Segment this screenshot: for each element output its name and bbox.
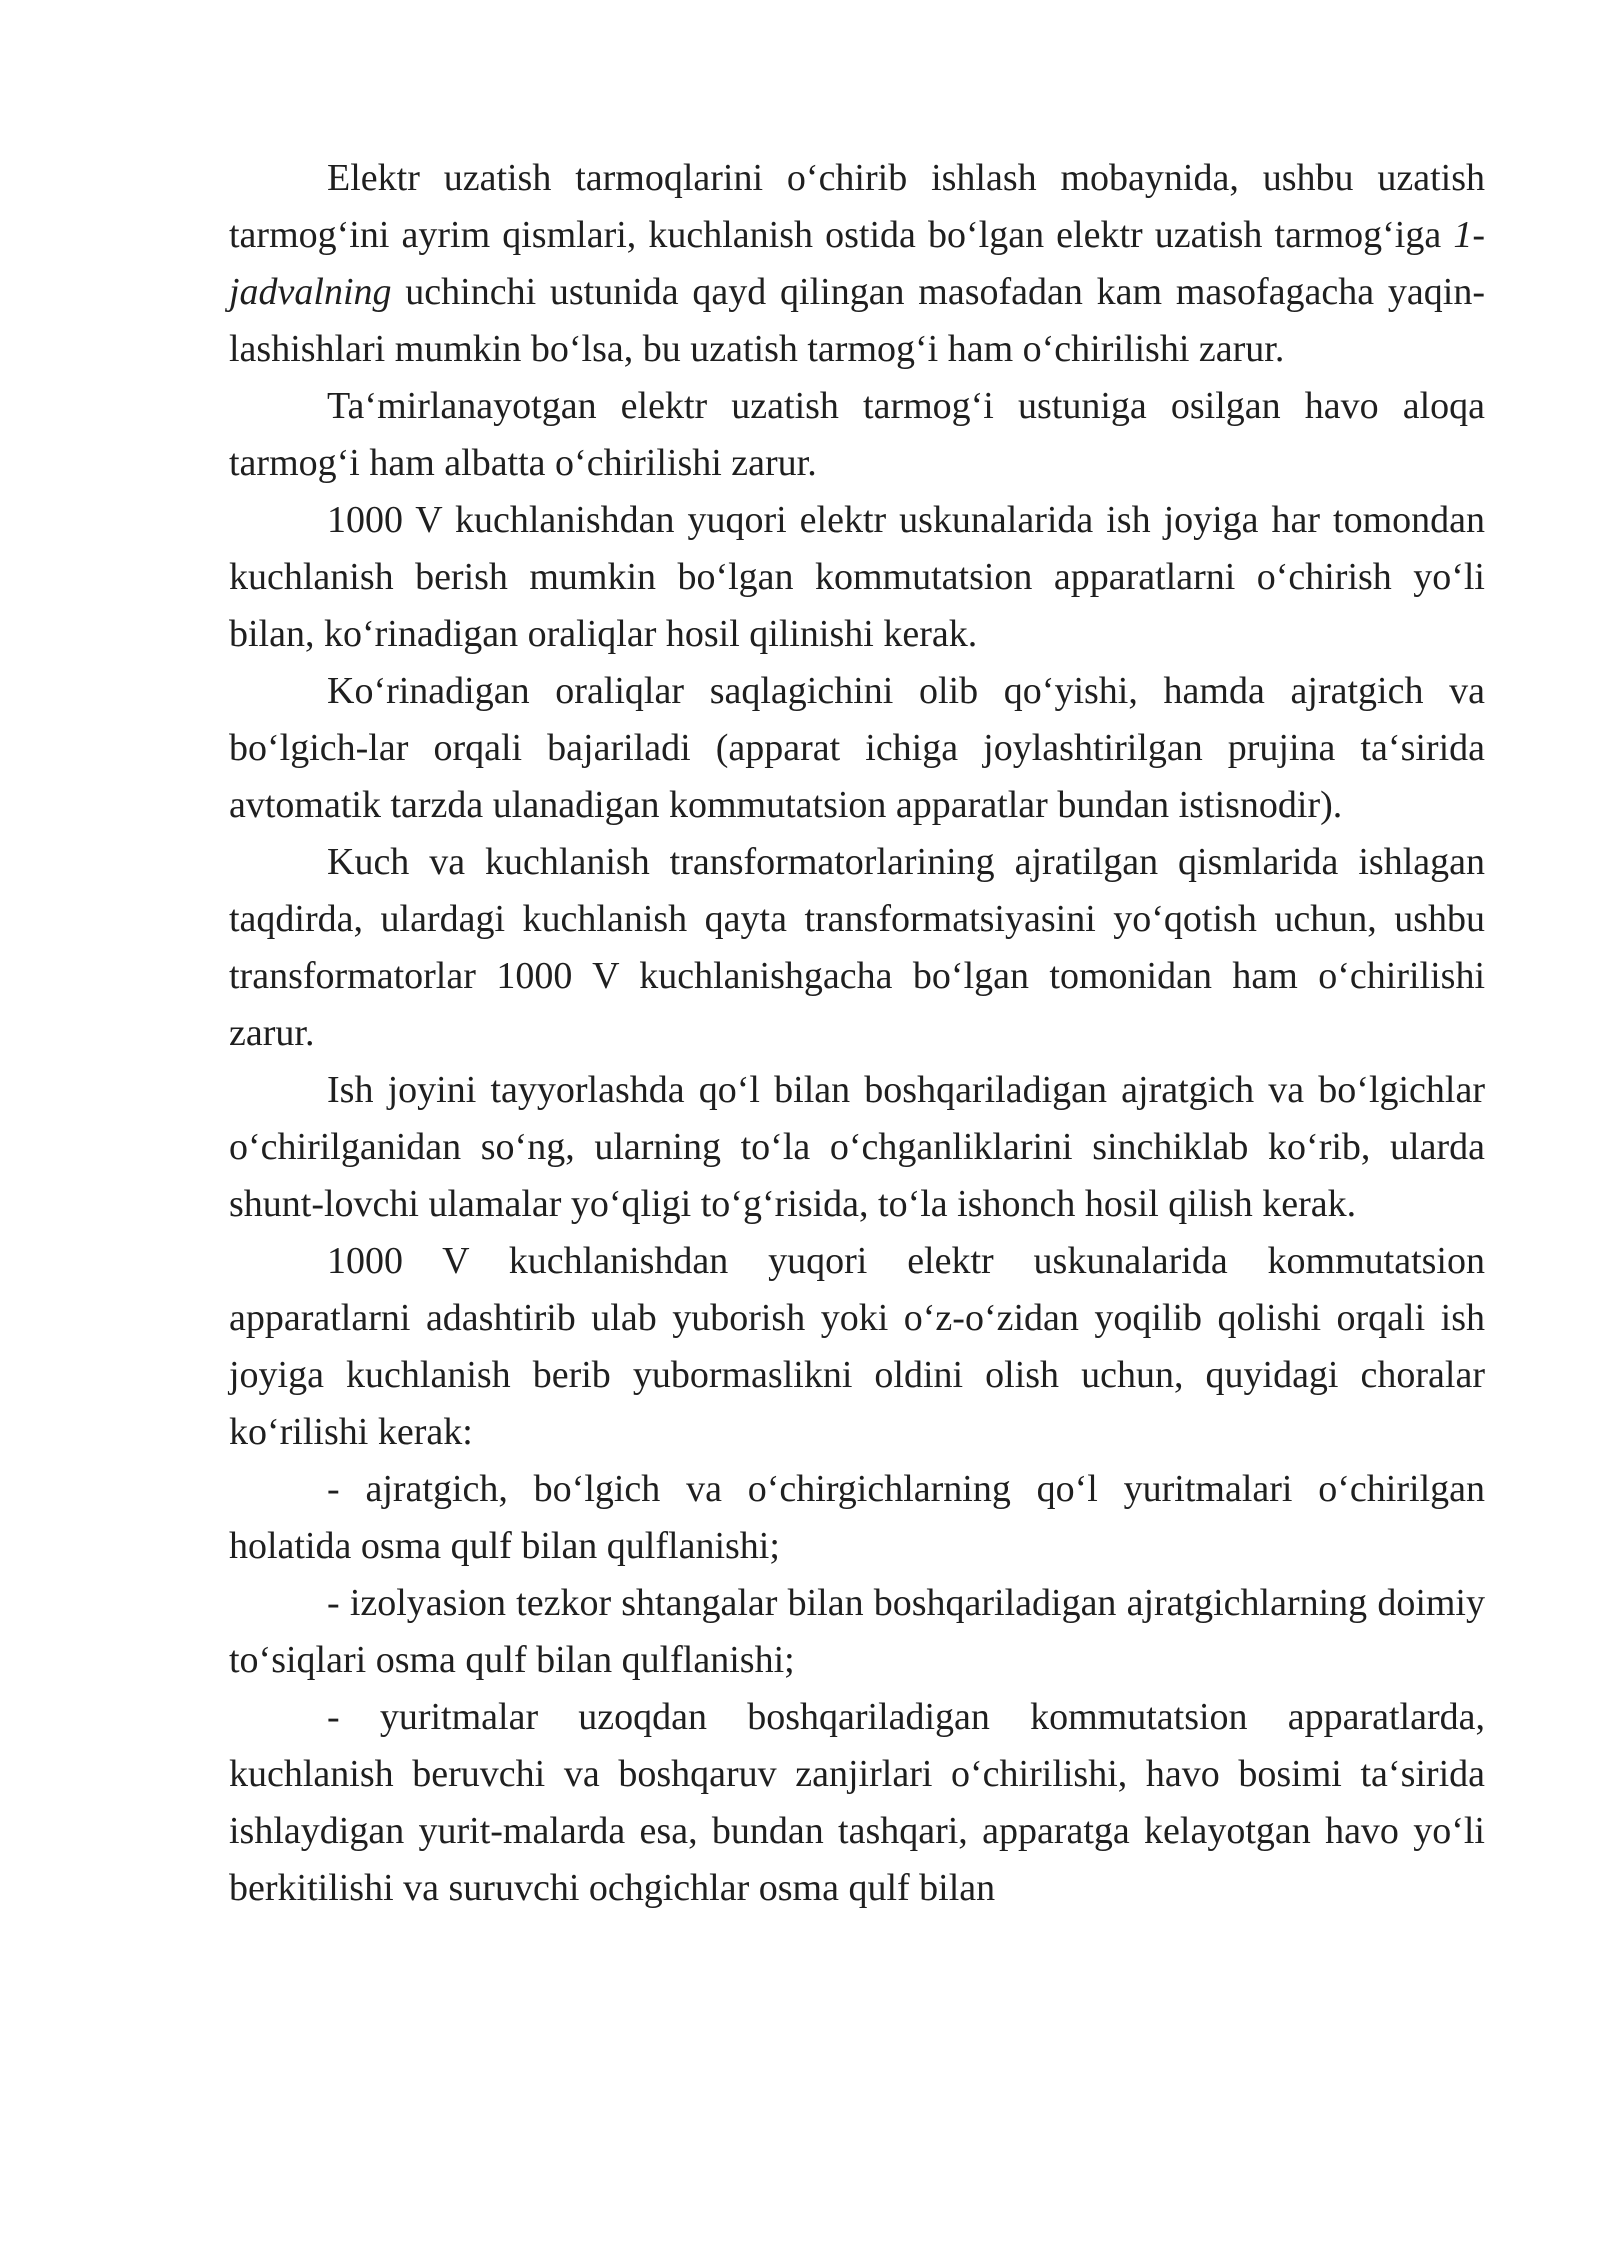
paragraph-1 bbox=[229, 150, 1485, 378]
paragraph-2: Ta‘mirlanayotgan elektr uzatish tarmog‘i ustuniga osilgan havo aloqa tarmog‘i ham albatta o‘chirilishi zarur. bbox=[229, 385, 1485, 484]
paragraph-5: Kuch va kuchlanish transformatorlarining ajratilgan qismlarida ishlagan taqdirda, ulardagi kuchlanish qayta transformatsiyasini yo‘qotish uchun, ushbu transformatorlar 1000 V kuchlanishgacha bo‘lgan tomonidan ham o‘chirilishi zarur. bbox=[229, 841, 1485, 1054]
paragraph-3: 1000 V kuchlanishdan yuqori elektr uskunalarida ish joyiga har tomondan kuchlanish berish mumkin bo‘lgan kommutatsion apparatlarni o‘chirish yo‘li bilan, ko‘rinadigan oraliqlar hosil qilinishi kerak. bbox=[229, 499, 1485, 655]
paragraph-7: 1000 V kuchlanishdan yuqori elektr uskunalarida kommutatsion apparatlarni adashtirib ulab yuborish yoki o‘z-o‘zidan yoqilib qolishi orqali ish joyiga kuchlanish berib yubormaslikni oldini olish uchun, quyidagi choralar ko‘rilishi kerak: bbox=[229, 1240, 1485, 1453]
paragraph-4: Ko‘rinadigan oraliqlar saqlagichini olib qo‘yishi, hamda ajratgich va bo‘lgich-lar orqali bajariladi (apparat ichiga joylashtirilgan prujina ta‘sirida avtomatik tarzda ulanadigan kommutatsion apparatlar bundan istisnodir). bbox=[229, 670, 1485, 826]
list-item-1: - ajratgich, bo‘lgich va o‘chirgichlarning qo‘l yuritmalari o‘chirilgan holatida osma qulf bilan qulflanishi; bbox=[229, 1468, 1485, 1567]
list-item-3: - yuritmalar uzoqdan boshqariladigan kommutatsion apparatlarda, kuchlanish beruvchi va boshqaruv zanjirlari o‘chirilishi, havo bosimi ta‘sirida ishlaydigan yurit-malarda esa, bundan tashqari, apparatga kelayotgan havo yo‘li berkitilishi va suruvchi ochgichlar osma qulf bilan bbox=[229, 1696, 1485, 1909]
list-item-2: - izolyasion tezkor shtangalar bilan boshqariladigan ajratgichlarning doimiy to‘siqlari osma qulf bilan qulflanishi; bbox=[229, 1582, 1485, 1681]
paragraph-1-text-after: uchinchi ustunida qayd qilingan masofadan kam masofagacha yaqin-lashishlari mumkin bo‘lsa, bu uzatish tarmog‘i ham o‘chirilishi zarur. bbox=[229, 271, 1485, 370]
table-reference-emphasis: 1-jadvalning bbox=[229, 214, 1485, 313]
paragraph-1-text-before: Elektr uzatish tarmoqlarini o‘chirib ishlash mobaynida, ushbu uzatish tarmog‘ini ayrim qismlari, kuchlanish ostida bo‘lgan elektr uzatish tarmog‘iga bbox=[229, 157, 1485, 256]
paragraph-6: Ish joyini tayyorlashda qo‘l bilan boshqariladigan ajratgich va bo‘lgichlar o‘chirilganidan so‘ng, ularning to‘la o‘chganliklarini sinchiklab ko‘rib, ularda shunt-lovchi ulamalar yo‘qligi to‘g‘risida, to‘la ishonch hosil qilish kerak. bbox=[229, 1069, 1485, 1225]
document-page bbox=[229, 150, 1485, 1917]
